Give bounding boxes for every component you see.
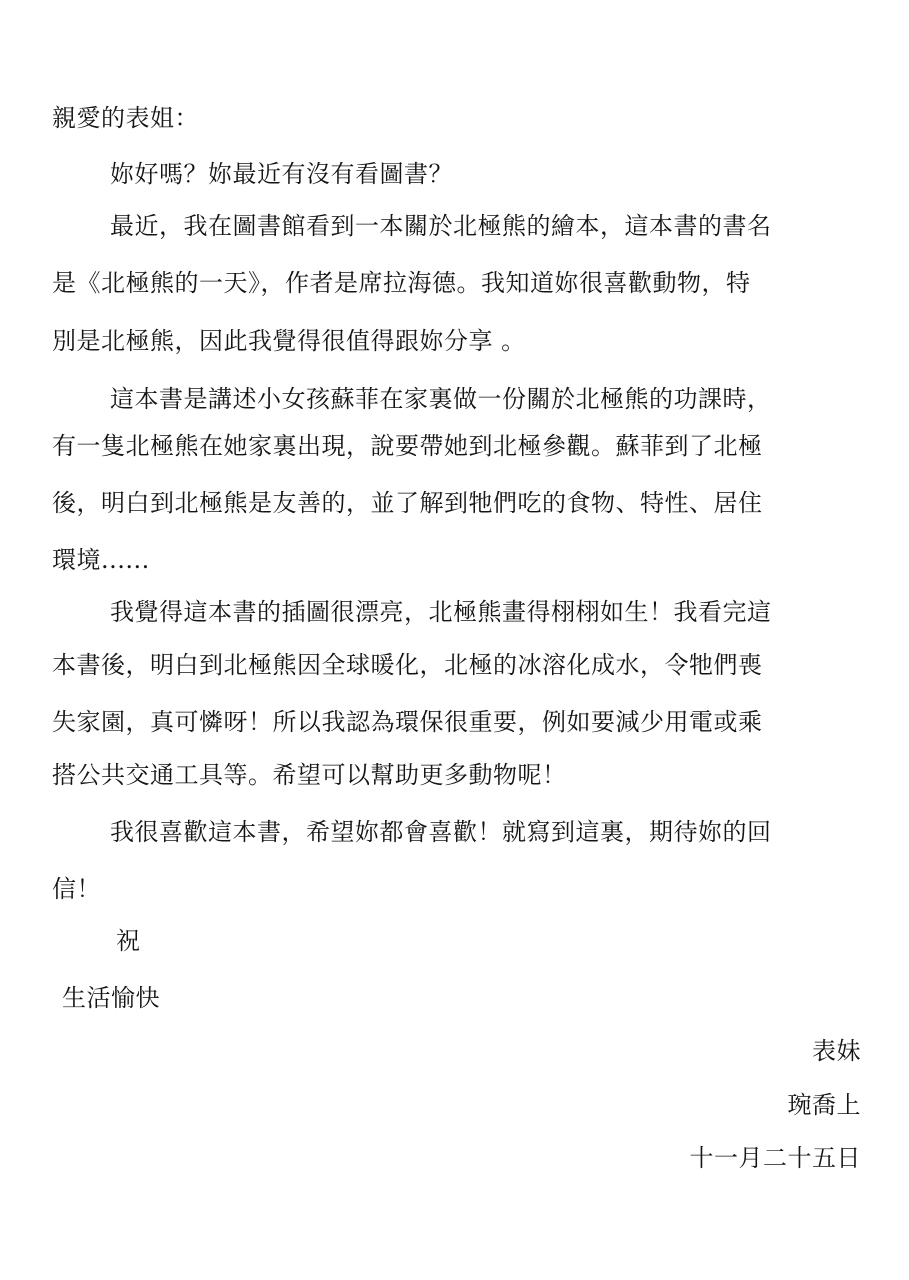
signature-name: 琬喬上 — [787, 1091, 861, 1119]
paragraph-5-line-1: 我很喜歡這本書，希望妳都會喜歡！就寫到這裏，期待妳的回 — [110, 818, 772, 846]
paragraph-5-line-2: 信！ — [52, 875, 101, 903]
salutation: 親愛的表姐： — [52, 104, 199, 132]
paragraph-4-line-2: 本書後，明白到北極熊因全球暖化，北極的冰溶化成水，令牠們喪 — [52, 651, 763, 679]
closing-wish: 生活愉快 — [62, 984, 160, 1012]
paragraph-4-line-3: 失家園，真可憐呀！所以我認為環保很重要，例如要減少用電或乘 — [52, 708, 763, 736]
paragraph-2-line-1: 最近，我在圖書館看到一本關於北極熊的繪本，這本書的書名 — [110, 212, 772, 240]
paragraph-3-line-1: 這本書是講述小女孩蘇菲在家裏做一份關於北極熊的功課時， — [110, 385, 772, 413]
paragraph-2-line-2: 是《北極熊的一天》，作者是席拉海德。我知道妳很喜歡動物，特 — [52, 269, 751, 297]
closing-blessing: 祝 — [116, 927, 141, 955]
paragraph-3-line-3: 後，明白到北極熊是友善的，並了解到牠們吃的食物、特性、居住 — [52, 489, 763, 517]
letter-date: 十一月二十五日 — [689, 1144, 861, 1172]
paragraph-3-line-2: 有一隻北極熊在她家裏出現，說要帶她到北極參觀。蘇菲到了北極 — [52, 432, 763, 460]
paragraph-4-line-1: 我覺得這本書的插圖很漂亮，北極熊畫得栩栩如生！我看完這 — [110, 598, 772, 626]
paragraph-1-line-1: 妳好嗎？妳最近有沒有看圖書？ — [110, 160, 453, 188]
signature-relation: 表妹 — [812, 1037, 861, 1065]
paragraph-3-line-4: 環境...... — [52, 546, 150, 574]
paragraph-4-line-4: 搭公共交通工具等。希望可以幫助更多動物呢！ — [52, 761, 567, 789]
paragraph-2-line-3: 別是北極熊，因此我覺得很值得跟妳分享 。 — [52, 327, 526, 355]
